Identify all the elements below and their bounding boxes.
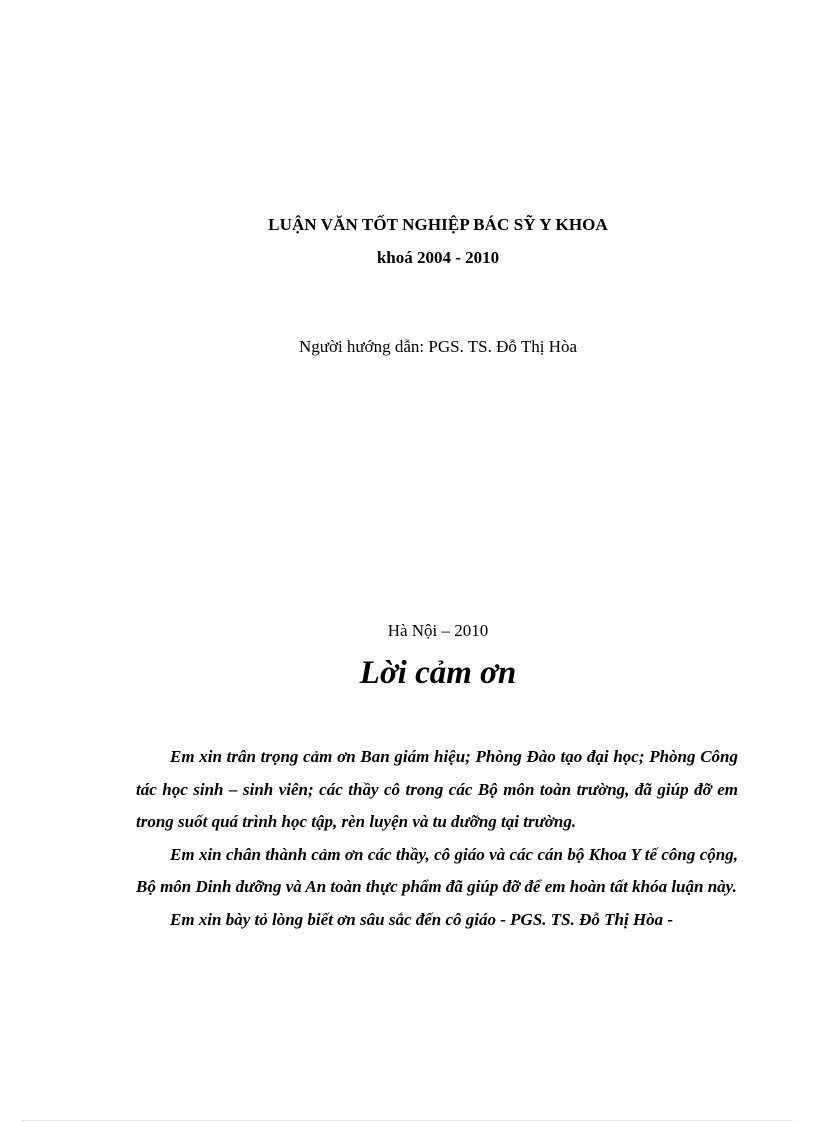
page-bottom-rule (22, 1120, 794, 1121)
acknowledgement-body (136, 741, 738, 936)
place-and-year: Hà Nội – 2010 (387, 621, 489, 640)
acknowledgement-heading: Lời cảm ơn (359, 655, 517, 691)
advisor-line: Người hướng dẫn: PGS. TS. Đỗ Thị Hòa (298, 337, 578, 356)
acknowledgement-paragraph: Em xin chân thành cảm ơn các thầy, cô giáo và các cán bộ Khoa Y tế công cộng, Bộ môn Dinh dưỡng và An toàn thực phẩm đã giúp đỡ để em hoàn tất khóa luận này. (136, 844, 738, 896)
thesis-title: LUẬN VĂN TỐT NGHIỆP BÁC SỸ Y KHOA (268, 215, 608, 234)
acknowledgement-paragraph: Em xin trân trọng cảm ơn Ban giám hiệu; Phòng Đào tạo đại học; Phòng Công tác học sinh – sinh viên; các thầy cô trong các Bộ môn toàn trường, đã giúp đỡ em trong suốt quá trình học tập, rèn luyện và tu dưỡng tại trường. (136, 747, 738, 831)
acknowledgement-paragraph: Em xin bày tỏ lòng biết ơn sâu sắc đến cô giáo - PGS. TS. Đỗ Thị Hòa - (170, 909, 674, 929)
thesis-years: khoá 2004 - 2010 (376, 248, 500, 267)
